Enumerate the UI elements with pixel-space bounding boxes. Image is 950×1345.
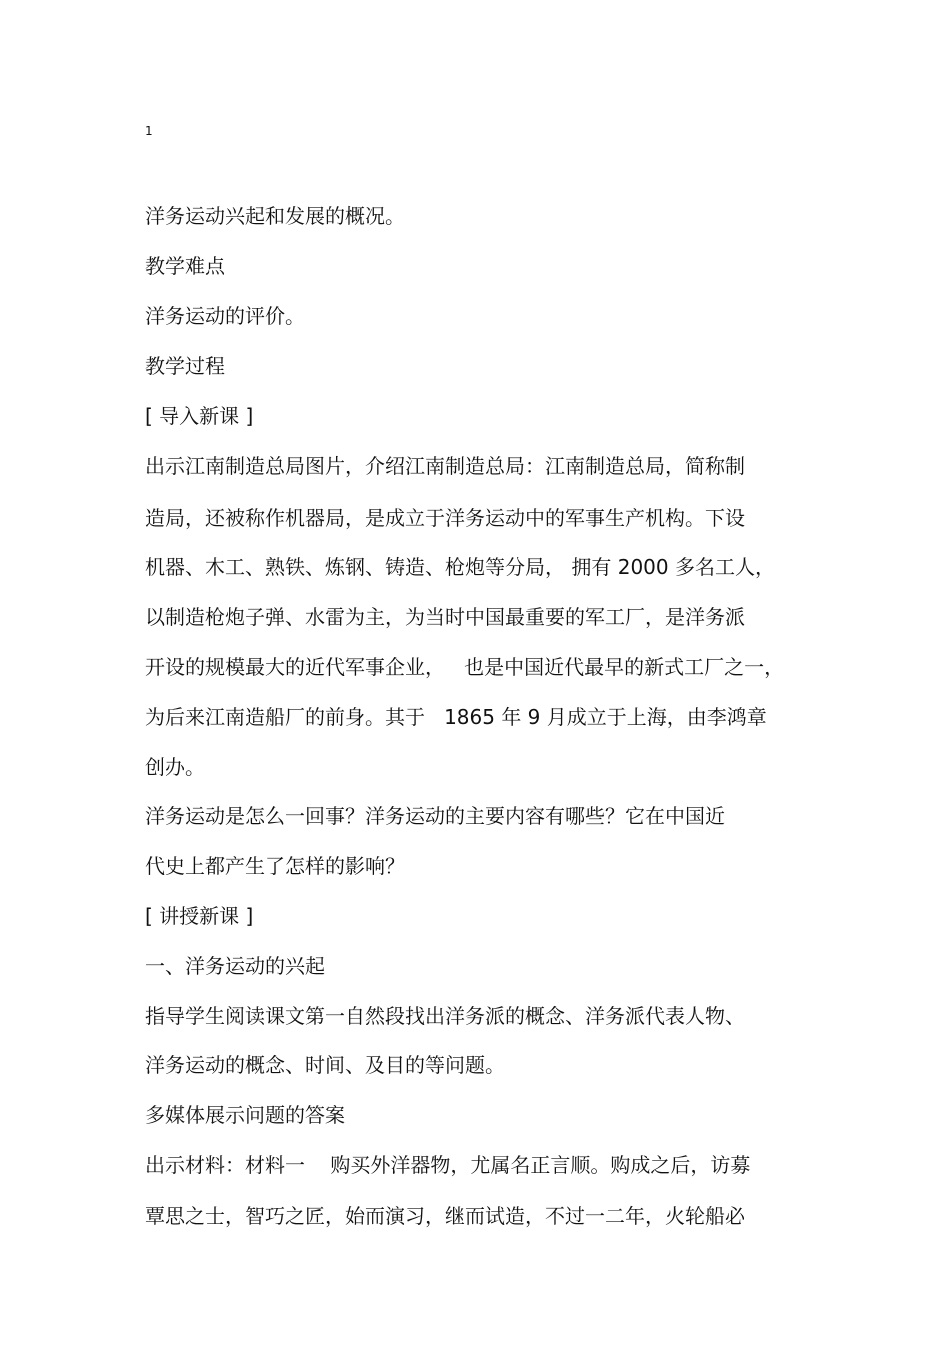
text-line: 为后来江南造船厂的前身。其于 1865 年 9 月成立于上海，由李鸿章 (145, 705, 767, 729)
section-heading: [ 讲授新课 ] (145, 904, 254, 928)
text-line: 洋务运动是怎么一回事？洋务运动的主要内容有哪些？它在中国近 (145, 804, 725, 828)
text-line: 洋务运动的评价。 (145, 304, 305, 328)
text-line: 以制造枪炮子弹、水雷为主，为当时中国最重要的军工厂，是洋务派 (145, 605, 745, 629)
text-line: 多媒体展示问题的答案 (145, 1103, 345, 1127)
text-line: 出示材料：材料一 购买外洋器物，尤属名正言顺。购成之后，访募 (145, 1153, 751, 1177)
text-line: 洋务运动兴起和发展的概况。 (145, 204, 405, 228)
text-line: 机器、木工、熟铁、炼钢、铸造、枪炮等分局， 拥有 2000 多名工人， (145, 555, 775, 579)
page-number: 1 (145, 124, 153, 138)
text-line: 出示江南制造总局图片，介绍江南制造总局：江南制造总局，简称制 (145, 454, 745, 478)
section-heading: 一、洋务运动的兴起 (145, 954, 325, 978)
text-line: 造局，还被称作机器局，是成立于洋务运动中的军事生产机构。下设 (145, 506, 745, 530)
text-line: 开设的规模最大的近代军事企业， 也是中国近代最早的新式工厂之一， (145, 655, 785, 679)
text-line: 洋务运动的概念、时间、及目的等问题。 (145, 1053, 505, 1077)
section-heading: 教学难点 (145, 254, 225, 278)
section-heading: [ 导入新课 ] (145, 404, 254, 428)
text-line: 代史上都产生了怎样的影响？ (145, 854, 405, 878)
text-line: 指导学生阅读课文第一自然段找出洋务派的概念、洋务派代表人物、 (145, 1004, 745, 1028)
text-line: 创办。 (145, 755, 205, 779)
text-line: 覃思之士，智巧之匠，始而演习，继而试造，不过一二年，火轮船必 (145, 1204, 745, 1228)
section-heading: 教学过程 (145, 354, 225, 378)
